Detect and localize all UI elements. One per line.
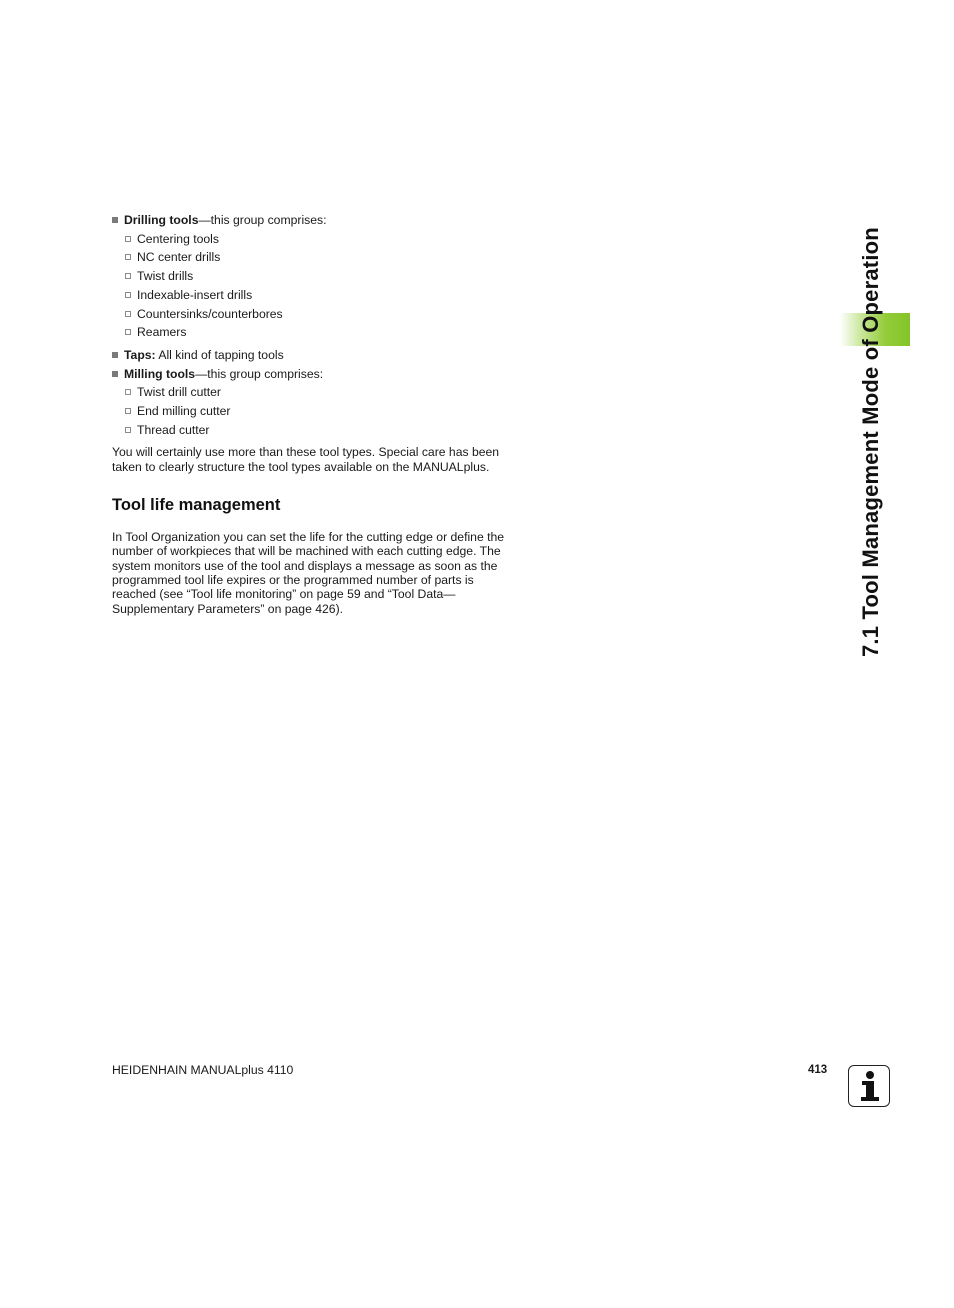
sub-list-item [112, 383, 512, 402]
list-item-milling-tools [112, 365, 512, 384]
drilling-tools-text: —this group comprises: [198, 213, 327, 227]
sub-list-item [112, 230, 512, 249]
bullet-square-icon [125, 292, 131, 298]
bullet-square-icon [125, 408, 131, 414]
sub-list-item-label: Twist drills [137, 269, 194, 284]
info-icon [848, 1065, 890, 1107]
sub-list-item-label: End milling cutter [137, 404, 231, 419]
info-icon-dot [866, 1071, 874, 1079]
bullet-square-icon [112, 371, 118, 377]
sub-list-item-label: Reamers [137, 325, 187, 340]
sub-list-item [112, 267, 512, 286]
taps-text: All kind of tapping tools [155, 347, 284, 362]
sub-list-item [112, 323, 512, 342]
footer-manual-title: HEIDENHAIN MANUALplus 4110 [112, 1063, 294, 1077]
sub-list-item-label: Indexable-insert drills [137, 287, 253, 302]
drilling-tools-label: Drilling tools [124, 213, 199, 227]
taps-label: Taps: [124, 347, 156, 362]
bullet-square-icon [125, 427, 131, 433]
sub-list-item [112, 286, 512, 305]
bullet-square-icon [112, 352, 118, 358]
bullet-square-icon [125, 236, 131, 242]
bullet-square-icon [125, 389, 131, 395]
milling-tools-label: Milling tools [124, 366, 196, 381]
sub-list-item [112, 421, 512, 440]
sub-list-item-label: Centering tools [137, 231, 219, 246]
bullet-square-icon [125, 329, 131, 335]
bullet-square-icon [125, 311, 131, 317]
intro-paragraph: You will certainly use more than these tool types. Special care has been taken to clearly structure the tool types available on the MANUALplus. [112, 445, 500, 474]
bullet-square-icon [125, 254, 131, 260]
section-heading: Tool life management [112, 496, 281, 515]
sub-list-item-label: Twist drill cutter [137, 385, 221, 400]
sub-list-item [112, 248, 512, 267]
sub-list-item-label: NC center drills [137, 250, 221, 265]
sub-list-item-label: Thread cutter [137, 422, 210, 437]
tool-life-paragraph: In Tool Organization you can set the life for the cutting edge or define the number of workpieces that will be machined with each cutting edge. The system monitors use of the tool and displays a message as soon as the programmed tool life expires or the programmed number of parts is reached (see “Tool life monitoring” on page 59 and “Tool Data— Supplementary Parameters” on page 426). [112, 530, 505, 616]
milling-tools-text: —this group comprises: [195, 366, 324, 381]
list-item-drilling-tools [112, 211, 512, 230]
list-item-taps [112, 346, 512, 365]
sub-list-item [112, 402, 512, 421]
bullet-square-icon [125, 273, 131, 279]
sub-list-item [112, 305, 512, 324]
bullet-square-icon [112, 217, 118, 223]
page-body [112, 211, 512, 616]
page-number: 413 [808, 1064, 828, 1076]
info-icon-serif-bottom [861, 1097, 879, 1101]
chapter-side-title: 7.1 Tool Management Mode of Operation [858, 227, 883, 657]
sub-list-item-label: Countersinks/counterbores [137, 306, 283, 321]
